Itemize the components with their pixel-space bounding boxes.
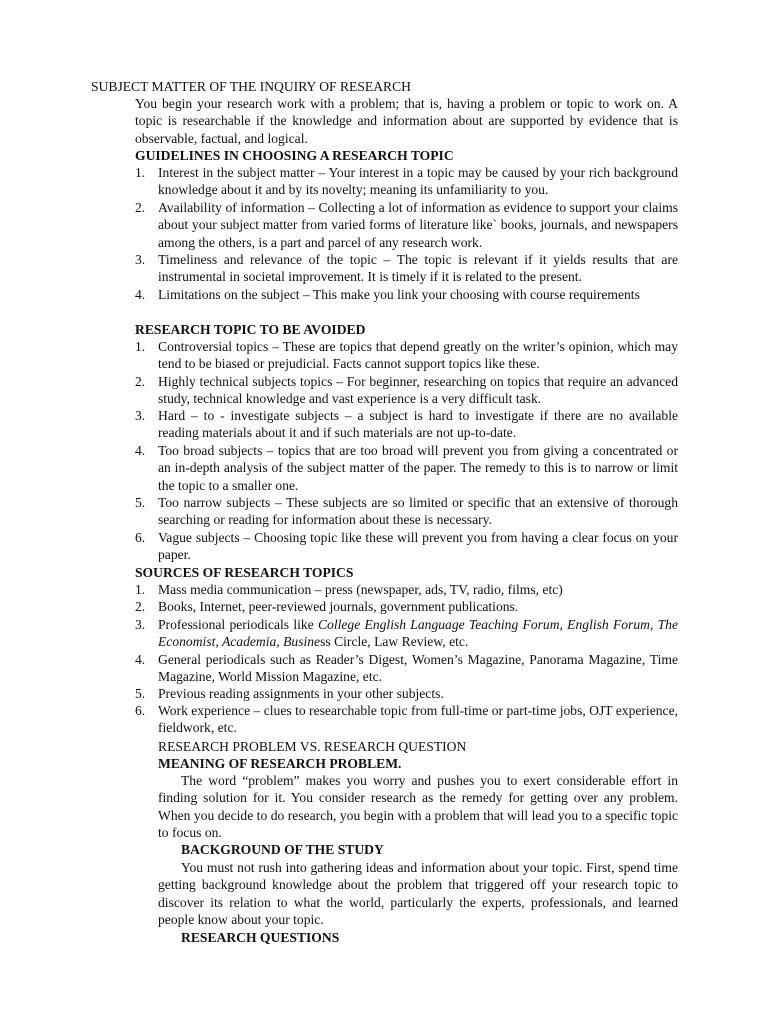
list-text: Availability of information – Collecting a lot of information as evidence to support your claims about your subject matter from varied forms of literature like` books, journals, and newspapers among the others, is a part and parcel of any research work. <box>158 200 678 250</box>
list-number: 3. <box>135 408 146 423</box>
list-text: Mass media communication – press (newspaper, ads, TV, radio, films, etc) <box>158 582 563 597</box>
list-number: 4. <box>135 652 146 667</box>
list-text: General periodicals such as Reader’s Digest, Women’s Magazine, Panorama Magazine, Time Magazine, World Mission Magazine, etc. <box>158 652 678 685</box>
meaning-heading: MEANING OF RESEARCH PROBLEM. <box>158 756 402 771</box>
list-number: 1. <box>135 582 146 597</box>
list-number: 4. <box>135 443 146 458</box>
list-text: Interest in the subject matter – Your interest in a topic may be caused by your rich background knowledge about it and by its novelty; meaning its unfamiliarity to you. <box>158 165 678 198</box>
meaning-paragraph: The word “problem” makes you worry and pushes you to exert considerable effort in finding solution for it. You consider research as the remedy for getting over any problem. When you decide to do research, you begin with a problem that will lead you to a specific topic to focus on. <box>158 773 678 841</box>
research-questions-heading: RESEARCH QUESTIONS <box>181 930 340 945</box>
list-text-prefix: Professional periodicals like <box>158 617 318 632</box>
list-number: 6. <box>135 530 146 545</box>
list-number: 1. <box>135 339 146 354</box>
list-text: Too broad subjects – topics that are too broad will prevent you from giving a concentrated or an in-depth analysis of the subject matter of the paper. The remedy to this is to narrow or limit the topic to a smaller one. <box>158 443 678 493</box>
list-number: 5. <box>135 686 146 701</box>
list-text: Books, Internet, peer-reviewed journals, government publications. <box>158 599 519 614</box>
list-text: Limitations on the subject – This make you link your choosing with course requirements <box>158 287 640 302</box>
list-number: 3. <box>135 252 146 267</box>
list-text: Hard – to - investigate subjects – a subject is hard to investigate if there are no available reading materials about it and if such materials are not up-to-date. <box>158 408 678 441</box>
intro-paragraph: You begin your research work with a problem; that is, having a problem or topic to work on. A topic is researchable if the knowledge and information about are supported by evidence that is observable, factual, and logical. <box>135 96 678 146</box>
guidelines-heading: GUIDELINES IN CHOOSING A RESEARCH TOPIC <box>135 148 454 163</box>
background-paragraph: You must not rush into gathering ideas and information about your topic. First, spend time getting background knowledge about the problem that triggered off your research topic to discover its relation to what the world, particularly the experts, professionals, and learned people know about your topic. <box>158 860 678 928</box>
list-text: Timeliness and relevance of the topic – The topic is relevant if it yields results that are instrumental in societal improvement. It is timely if it is related to the present. <box>158 252 678 285</box>
list-number: 2. <box>135 374 146 389</box>
list-number: 2. <box>135 599 146 614</box>
list-text: Highly technical subjects topics – For beginner, researching on topics that require an advanced study, technical knowledge and vast experience is a very difficult task. <box>158 374 678 407</box>
document-title: SUBJECT MATTER OF THE INQUIRY OF RESEARCH <box>91 79 411 94</box>
list-text-italic: College English Language Teaching Forum, English Forum, The Economist, Academia, Busine <box>158 617 678 650</box>
list-number: 4. <box>135 287 146 302</box>
list-text <box>158 616 678 651</box>
list-text: Previous reading assignments in your other subjects. <box>158 686 444 701</box>
list-number: 3. <box>135 617 146 632</box>
background-heading: BACKGROUND OF THE STUDY <box>181 842 384 857</box>
list-number: 6. <box>135 703 146 718</box>
list-text-suffix: ss Circle, Law Review, etc. <box>320 634 469 650</box>
list-number: 5. <box>135 495 146 510</box>
problem-vs-question-heading: RESEARCH PROBLEM VS. RESEARCH QUESTION <box>158 739 467 754</box>
sources-heading: SOURCES OF RESEARCH TOPICS <box>135 565 354 580</box>
list-text: Work experience – clues to researchable topic from full-time or part-time jobs, OJT experience, fieldwork, etc. <box>158 703 678 736</box>
list-text: Vague subjects – Choosing topic like these will prevent you from having a clear focus on your paper. <box>158 530 678 563</box>
list-number: 2. <box>135 200 146 215</box>
avoided-heading: RESEARCH TOPIC TO BE AVOIDED <box>135 322 366 337</box>
list-text: Controversial topics – These are topics that depend greatly on the writer’s opinion, which may tend to be biased or prejudicial. Facts cannot support topics like these. <box>158 339 678 372</box>
list-number: 1. <box>135 165 146 180</box>
list-text: Too narrow subjects – These subjects are so limited or specific that an extensive of thorough searching or reading for information about these is necessary. <box>158 495 678 528</box>
